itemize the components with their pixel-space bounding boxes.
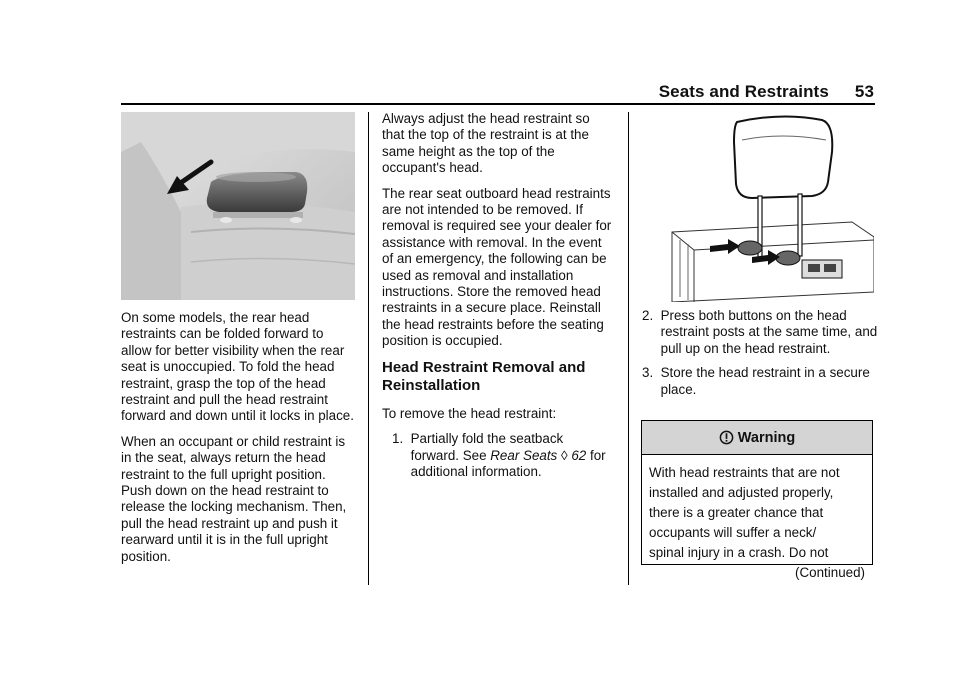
- warning-line: installed and adjusted properly,: [649, 485, 834, 500]
- step-number: 2.: [642, 308, 654, 323]
- paragraph: On some models, the rear head restraints can be folded forward to allow for better visibility when the rear seat is unoccupied. To fold the head restraint, grasp the top of the head restraint and pull the head restraint forward and down until it locks in place.: [121, 310, 354, 424]
- column-3: [642, 308, 878, 406]
- section-heading: Head Restraint Removal and Reinstallation: [382, 358, 586, 394]
- column-2: [382, 111, 612, 488]
- paragraph: To remove the head restraint:: [382, 405, 557, 421]
- cross-reference-page[interactable]: 62: [571, 447, 587, 463]
- step-number: 3.: [642, 365, 654, 381]
- paragraph: The rear seat outboard head restraints are not intended to be removed. If removal is required see your dealer for assistance with removal. In the event of an emergency, the following can be used as removal and installation instructions. Store the removed head restraints in a secure place. Reinstall the head restraints before the seating position is occupied.: [382, 185, 612, 349]
- figure-rear-head-restraint: [121, 112, 355, 300]
- section-title: Seats and Restraints: [658, 82, 829, 101]
- figure-head-restraint-removal: [642, 112, 874, 302]
- continued-label: (Continued): [795, 565, 865, 580]
- paragraph: When an occupant or child restraint is in the seat, always return the head restraint to the full upright position. Push down on the head restraint to release the locking mechanism. Then, pull the head restraint up and push it rearward until it is in the full upright position.: [121, 433, 347, 564]
- warning-header: [642, 421, 872, 455]
- warning-title: Warning: [737, 429, 796, 446]
- step-text: Press both buttons on the head restraint posts at the same time, and pull up on the head restraint.: [660, 308, 878, 356]
- step-text: Store the head restraint in a secure place.: [660, 365, 870, 397]
- column-1: [121, 310, 357, 574]
- list-item: [642, 308, 878, 357]
- column-divider: [628, 112, 629, 585]
- step-text: Partially fold the seatback forward. See Rear Seats ◊ 62 for additional information.: [410, 431, 606, 479]
- warning-line: With head restraints that are not: [649, 465, 840, 480]
- warning-icon: [719, 430, 734, 445]
- paragraph: Always adjust the head restraint so that the top of the restraint is at the same height as the top of the occupant's head.: [382, 111, 590, 176]
- list-item: [382, 431, 612, 480]
- page-header: [0, 82, 874, 102]
- warning-line: occupants will suffer a neck/: [649, 525, 817, 540]
- cross-reference-link[interactable]: Rear Seats: [490, 447, 558, 463]
- column-divider: [368, 112, 369, 585]
- warning-body: [642, 455, 872, 583]
- page-ref-arrow: ◊: [561, 447, 568, 463]
- warning-box: [641, 420, 873, 580]
- list-item: [642, 365, 878, 398]
- warning-line: spinal injury in a crash. Do not: [649, 545, 829, 560]
- page-number: 53: [854, 82, 874, 101]
- warning-line: there is a greater chance that: [649, 505, 824, 520]
- step-number: 1.: [392, 431, 404, 447]
- header-rule: [121, 103, 875, 105]
